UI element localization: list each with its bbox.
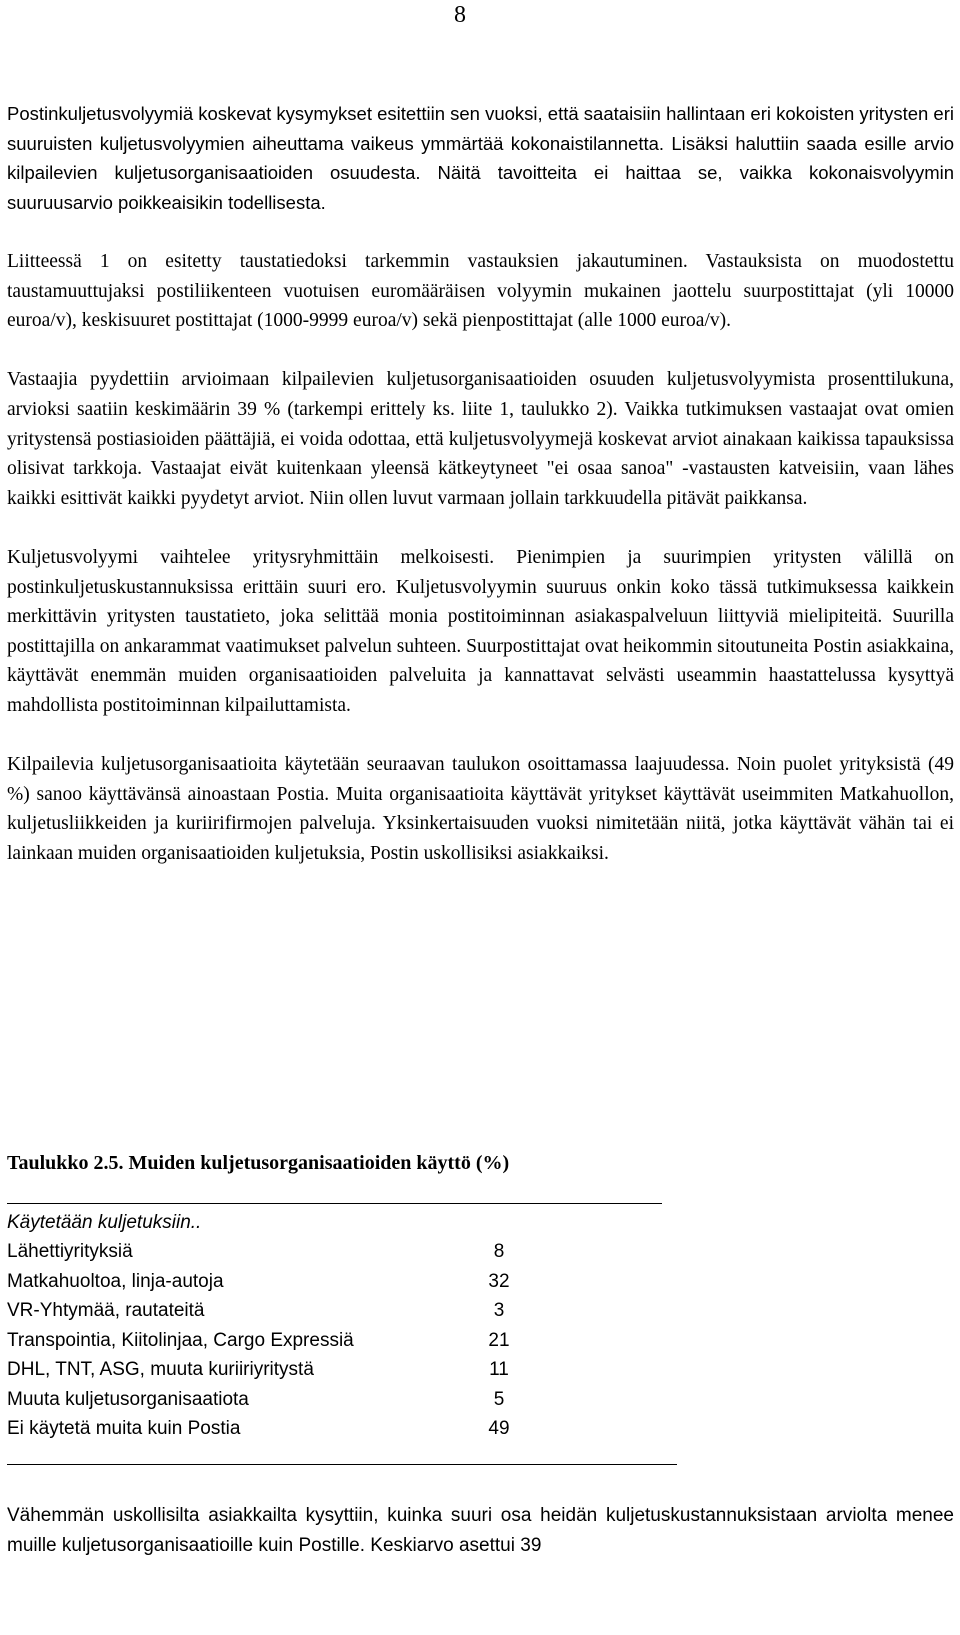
row-value: 32 <box>488 1270 510 1292</box>
row-value: 5 <box>493 1388 505 1410</box>
table-title: Taulukko 2.5. Muiden kuljetusorganisaatioiden käyttö (%) <box>7 1152 510 1174</box>
paragraph-text: Kilpailevia kuljetusorganisaatioita käytetään seuraavan taulukon osoittamassa laajuudessa. Noin puolet yrityksistä (49 %) sanoo käyttävänsä ainoastaan Postia. Muita organisaatioita käyttävät yritykset käyttävät useimmiten Matkahuollon, kuljetusliikkeiden ja kuriirifirmojen palveluja. Yksinkertaisuuden vuoksi nimitetään niitä, jotka käyttävät vähän tai ei lainkaan muiden organisaatioiden kuljetuksia, Postin uskollisiksi asiakkaiksi. <box>7 754 954 864</box>
usage-table <box>7 1208 547 1444</box>
paragraph <box>7 365 954 513</box>
paragraph <box>7 247 954 336</box>
table-bottom-rule <box>7 1464 677 1465</box>
final-paragraph: Vähemmän uskollisilta asiakkailta kysyttiin, kuinka suuri osa heidän kuljetuskustannuksistaan arviolta menee muille kuljetusorganisaatioille kuin Postille. Keskiarvo asettui 39 <box>7 1505 954 1556</box>
row-value: 11 <box>489 1359 509 1380</box>
table-row <box>7 1296 547 1326</box>
paragraph-text: Liitteessä 1 on esitetty taustatiedoksi tarkemmin vastauksien jakautuminen. Vastauksista on muodostettu taustamuuttujaksi postiliikenteen vuotuisen euromääräisen volyymin mukainen jaottelu suurpostittajat (yli 10000 euroa/v), keskisuuret postittajat (1000-9999 euroa/v) sekä pienpostittajat (alle 1000 euroa/v). <box>7 250 954 332</box>
table-row <box>7 1355 547 1385</box>
body-text <box>7 99 954 898</box>
paragraph <box>7 750 954 868</box>
row-label: Matkahuoltoa, linja-autoja <box>7 1270 224 1292</box>
table-top-rule <box>7 1203 662 1204</box>
table-row <box>7 1326 547 1356</box>
paragraph-text: Kuljetusvolyymi vaihtelee yritysryhmittäin melkoisesti. Pienimpien ja suurimpien yritysten välillä on postinkuljetuskustannuksissa erittäin suuri ero. Kuljetusvolyymin suuruus onkin koko tässä tutkimuksessa kaikkein merkittävin yritysten taustatieto, joka selittää monia postitoiminnan asiakaspalveluun liittyviä mielipiteitä. Suurilla postittajilla on ankarammat vaatimukset palvelun suhteen. Suurpostittajat ovat heikommin sitoutuneita Postin asiakkaina, käyttävät enemmän muiden organisaatioiden palveluita ja kannattavat selvästi useammin haastattelussa kysyttyä mahdollista postitoiminnan kilpailuttamista. <box>7 546 954 716</box>
row-value: 8 <box>493 1241 505 1262</box>
paragraph <box>7 99 954 217</box>
table-header: Käytetään kuljetuksiin.. <box>7 1212 202 1233</box>
table-row <box>7 1267 547 1297</box>
paragraph <box>7 543 954 721</box>
paragraph-text: Vastaajia pyydettiin arvioimaan kilpailevien kuljetusorganisaatioiden osuuden kuljetusvolyymista prosenttilukuna, arvioksi saatiin keskimäärin 39 % (tarkempi erittely ks. liite 1, taulukko 2). Vaikka tutkimuksen vastaajat ovat omien yritystensä postiasioiden päättäjiä, ei voida odottaa, että kuljetusvolyymejä koskevat arviot ainakaan kaikissa tapauksissa olisivat tarkkoja. Vastaajat eivät kuitenkaan yleensä kätkeytyneet "ei osaa sanoa" -vastausten katveisiin, vaan lähes kaikki esittivät kaikki pyydetyt arviot. Niin ollen luvut varmaan jollain tarkkuudella pitävät paikkansa. <box>7 369 954 509</box>
row-label: VR-Yhtymää, rautateitä <box>7 1300 205 1321</box>
row-value: 49 <box>488 1418 510 1439</box>
page-number: 8 <box>454 2 466 28</box>
row-value: 21 <box>488 1329 510 1351</box>
paragraph-text: Postinkuljetusvolyymiä koskevat kysymykset esitettiin sen vuoksi, että saataisiin hallintaan eri kokoisten yritysten eri suuruisten kuljetusvolyymien aiheuttama vaikeus ymmärtää kokonaistilannetta. Lisäksi haluttiin saada esille arvio kilpailevien kuljetusorganisaatioiden osuudesta. Näitä tavoitteita ei haittaa se, vaikka kokonaisvolyymin suuruusarvio poikkeaisikin todellisesta. <box>7 103 954 213</box>
row-label: DHL, TNT, ASG, muuta kuriiriyritystä <box>7 1359 314 1380</box>
row-label: Lähettiyrityksiä <box>7 1241 133 1262</box>
table-row <box>7 1385 547 1415</box>
table-row <box>7 1414 547 1444</box>
row-label: Muuta kuljetusorganisaatiota <box>7 1388 249 1410</box>
table-row <box>7 1237 547 1267</box>
row-label: Ei käytetä muita kuin Postia <box>7 1418 241 1439</box>
row-value: 3 <box>493 1300 505 1321</box>
row-label: Transpointia, Kiitolinjaa, Cargo Expressiä <box>7 1329 354 1351</box>
